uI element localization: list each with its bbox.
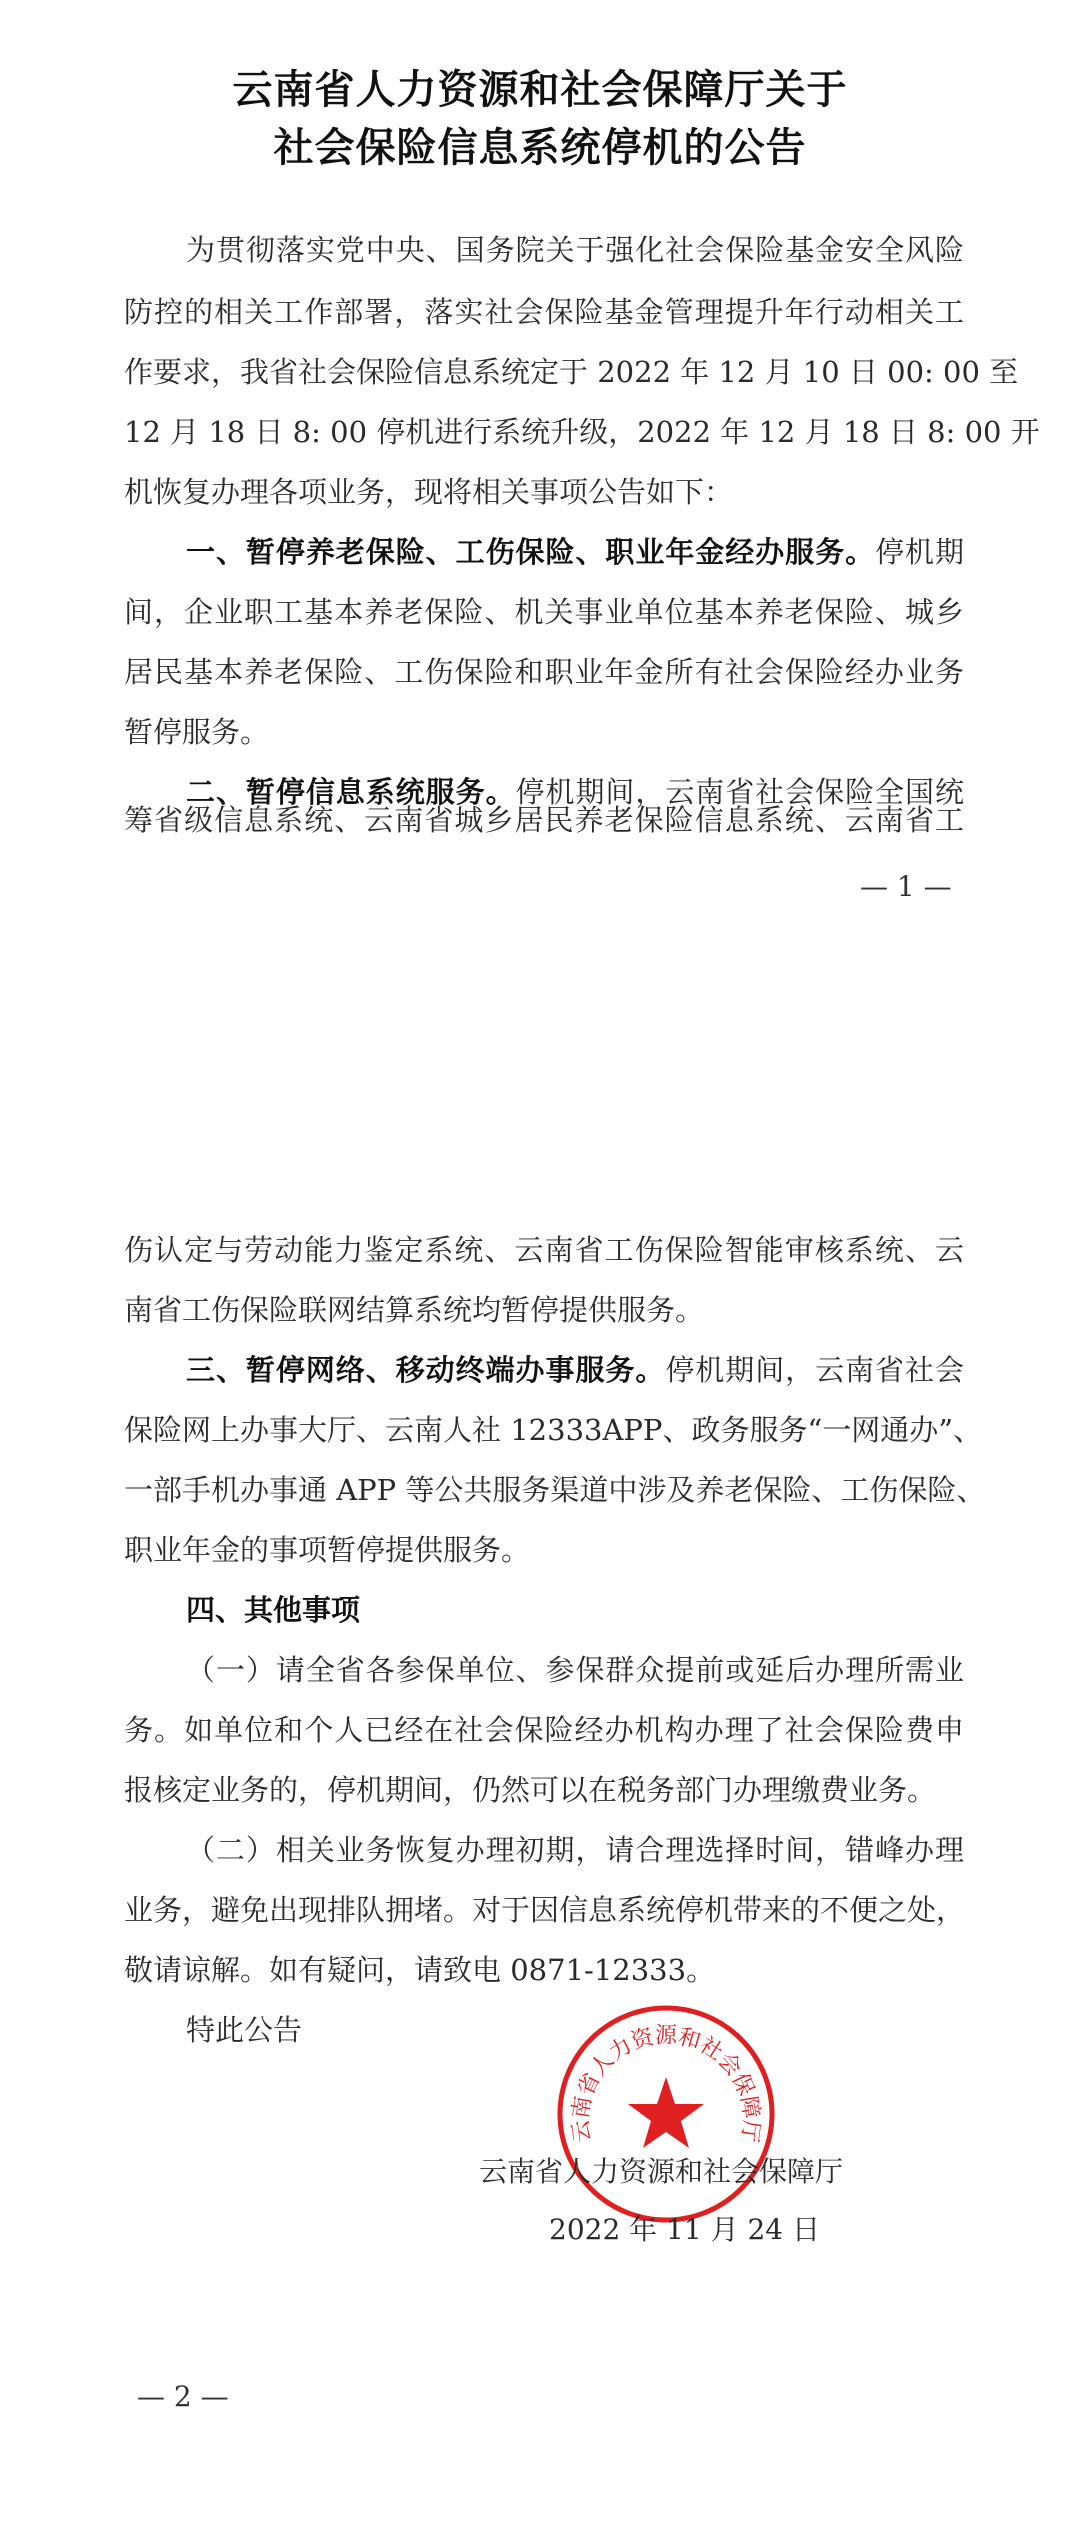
intro-line: 防控的相关工作部署，落实社会保险基金管理提升年行动相关工 xyxy=(124,295,964,329)
seal-text: 云南省人力资源和社会保障厅 xyxy=(568,2023,764,2144)
closing-text: 特此公告 xyxy=(186,2013,303,2047)
section-3-line: 保险网上办事大厅、云南人社 12333APP、政务服务“一网通办”、 xyxy=(124,1413,983,1447)
intro-line: 为贯彻落实党中央、国务院关于强化社会保险基金安全风险 xyxy=(186,233,964,267)
page-number-1: — 1 — xyxy=(860,870,952,903)
section-1-line: 间，企业职工基本养老保险、机关事业单位基本养老保险、城乡 xyxy=(124,595,964,629)
signature-date: 2022 年 11 月 24 日 xyxy=(549,2213,821,2246)
document-title-line-2: 社会保险信息系统停机的公告 xyxy=(273,125,807,171)
intro-line: 机恢复办理各项业务，现将相关事项公告如下： xyxy=(124,475,734,509)
section-4-heading-line xyxy=(186,1590,964,1630)
section-2-line: 筹省级信息系统、云南省城乡居民养老保险信息系统、云南省工 xyxy=(124,803,964,837)
section-3-line: 一部手机办事通 APP 等公共服务渠道中涉及养老保险、工伤保险、 xyxy=(124,1473,986,1507)
section-1-heading: 一、暂停养老保险、工伤保险、职业年金经办服务。 xyxy=(186,535,876,569)
section-3-first-line xyxy=(186,1350,964,1390)
section-4-item-2-line: 业务，避免出现排队拥堵。对于因信息系统停机带来的不便之处， xyxy=(124,1893,966,1927)
section-1-lead: 停机期 xyxy=(875,535,964,569)
section-1-first-line xyxy=(186,532,964,572)
section-3-line: 职业年金的事项暂停提供服务。 xyxy=(124,1533,531,1567)
section-2-heading: 二、暂停信息系统服务。 xyxy=(186,775,516,809)
section-1-line: 居民基本养老保险、工伤保险和职业年金所有社会保险经办业务 xyxy=(124,655,964,689)
section-4-item-1-line: 务。如单位和个人已经在社会保险经办机构办理了社会保险费申 xyxy=(124,1713,964,1747)
section-4-item-2-line: 敬请谅解。如有疑问，请致电 0871-12333。 xyxy=(124,1953,716,1987)
section-3-heading: 三、暂停网络、移动终端办事服务。 xyxy=(186,1353,666,1387)
section-4-item-1-line: 报核定业务的，停机期间，仍然可以在税务部门办理缴费业务。 xyxy=(124,1773,937,1807)
section-2-line: 南省工伤保险联网结算系统均暂停提供服务。 xyxy=(124,1293,705,1327)
signature-organization: 云南省人力资源和社会保障厅 xyxy=(479,2155,844,2188)
section-2-lead: 停机期间，云南省社会保险全国统 xyxy=(515,775,964,809)
section-4-item-2-line: （二）相关业务恢复办理初期，请合理选择时间，错峰办理 xyxy=(186,1833,964,1867)
page-number-2: — 2 — xyxy=(137,2380,229,2413)
section-3-lead: 停机期间，云南省社会 xyxy=(665,1353,964,1387)
section-4-item-1-line: （一）请全省各参保单位、参保群众提前或延后办理所需业 xyxy=(186,1653,964,1687)
star-icon xyxy=(628,2077,704,2148)
intro-line: 作要求，我省社会保险信息系统定于 2022 年 12 月 10 日 00: 00 至 xyxy=(124,355,1019,389)
section-2-line: 伤认定与劳动能力鉴定系统、云南省工伤保险智能审核系统、云 xyxy=(124,1233,964,1267)
intro-line: 12 月 18 日 8: 00 停机进行系统升级，2022 年 12 月 18 日 8: 00 开 xyxy=(124,415,1040,449)
section-1-line: 暂停服务。 xyxy=(124,715,270,749)
section-4-heading: 四、其他事项 xyxy=(186,1593,361,1627)
document-title-line-1: 云南省人力资源和社会保障厅关于 xyxy=(232,67,848,113)
official-seal xyxy=(555,2003,777,2225)
